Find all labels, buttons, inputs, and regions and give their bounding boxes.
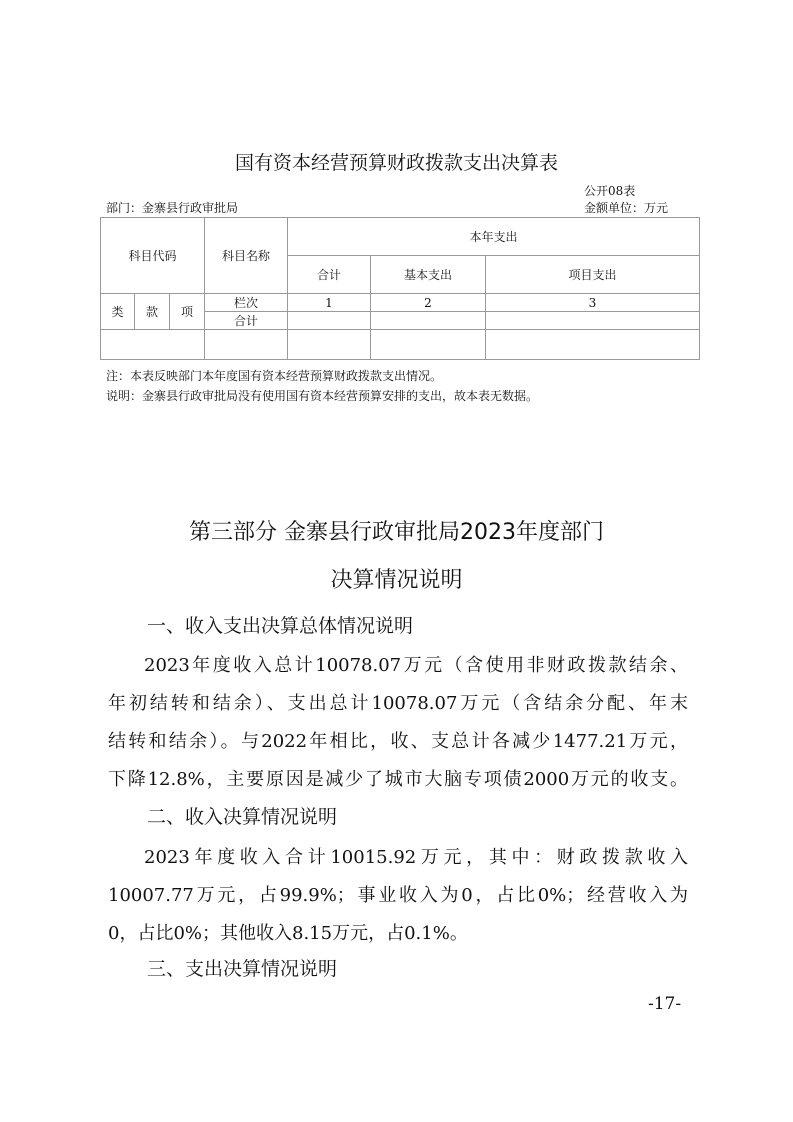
column-index-2: 2 bbox=[371, 294, 486, 312]
total-header: 合计 bbox=[288, 256, 371, 294]
section2-line-1: 2023年度收入合计10015.92万元，其中：财政拨款收入 bbox=[144, 847, 688, 868]
section2-heading: 二、收入决算情况说明 bbox=[147, 806, 338, 828]
department-label: 部门：金寨县行政审批局 bbox=[106, 201, 239, 215]
section-header: 款 bbox=[135, 294, 170, 330]
column-index-3: 3 bbox=[486, 294, 700, 312]
section1-heading: 一、收入支出决算总体情况说明 bbox=[147, 615, 414, 637]
section2-line-3: 0，占比0%；其他收入8.15万元，占0.1%。 bbox=[108, 923, 468, 944]
part-heading-line2: 决算情况说明 bbox=[330, 568, 463, 593]
column-index-label: 栏次 bbox=[205, 294, 288, 312]
column-index-1: 1 bbox=[288, 294, 371, 312]
page-number: -17- bbox=[648, 994, 682, 1014]
unit-label: 金额单位：万元 bbox=[584, 201, 669, 215]
section1-paragraph bbox=[108, 647, 688, 799]
empty-project-cell bbox=[486, 330, 700, 360]
section3-heading: 三、支出决算情况说明 bbox=[147, 958, 338, 980]
empty-total-cell bbox=[288, 330, 371, 360]
current-year-expense-header: 本年支出 bbox=[288, 218, 700, 256]
project-expense-header: 项目支出 bbox=[486, 256, 700, 294]
empty-basic-cell bbox=[371, 330, 486, 360]
sum-total-cell bbox=[288, 312, 371, 330]
subject-name-header: 科目名称 bbox=[205, 218, 288, 294]
expense-table bbox=[100, 217, 700, 294]
section1-line-4: 下降12.8%，主要原因是减少了城市大脑专项债2000万元的收支。 bbox=[108, 769, 688, 790]
form-code: 公开08表 bbox=[584, 184, 636, 198]
part-heading-line1: 第三部分 金寨县行政审批局2023年度部门 bbox=[189, 520, 604, 545]
section1-line-1: 2023年度收入总计10078.07万元（含使用非财政拨款结余、 bbox=[144, 655, 688, 676]
expense-table-body bbox=[100, 293, 700, 360]
section1-line-3: 结转和结余）。与2022年相比，收、支总计各减少1477.21万元， bbox=[108, 731, 688, 752]
item-header: 项 bbox=[170, 294, 205, 330]
sum-project-cell bbox=[486, 312, 700, 330]
table-title: 国有资本经营预算财政拨款支出决算表 bbox=[234, 152, 558, 174]
sum-row-label: 合计 bbox=[205, 312, 288, 330]
empty-code-cell bbox=[101, 330, 205, 360]
table-explanation: 说明：金寨县行政审批局没有使用国有资本经营预算安排的支出，故本表无数据。 bbox=[106, 389, 539, 403]
empty-name-cell bbox=[205, 330, 288, 360]
section2-paragraph bbox=[108, 839, 688, 953]
sum-basic-cell bbox=[371, 312, 486, 330]
subject-code-header: 科目代码 bbox=[101, 218, 205, 294]
section1-line-2: 年初结转和结余）、支出总计10078.07万元（含结余分配、年末 bbox=[108, 693, 688, 714]
basic-expense-header: 基本支出 bbox=[371, 256, 486, 294]
category-header: 类 bbox=[101, 294, 135, 330]
section2-line-2: 10007.77万元，占99.9%；事业收入为0，占比0%；经营收入为 bbox=[108, 885, 688, 906]
table-note: 注：本表反映部门本年度国有资本经营预算财政拨款支出情况。 bbox=[106, 369, 443, 383]
